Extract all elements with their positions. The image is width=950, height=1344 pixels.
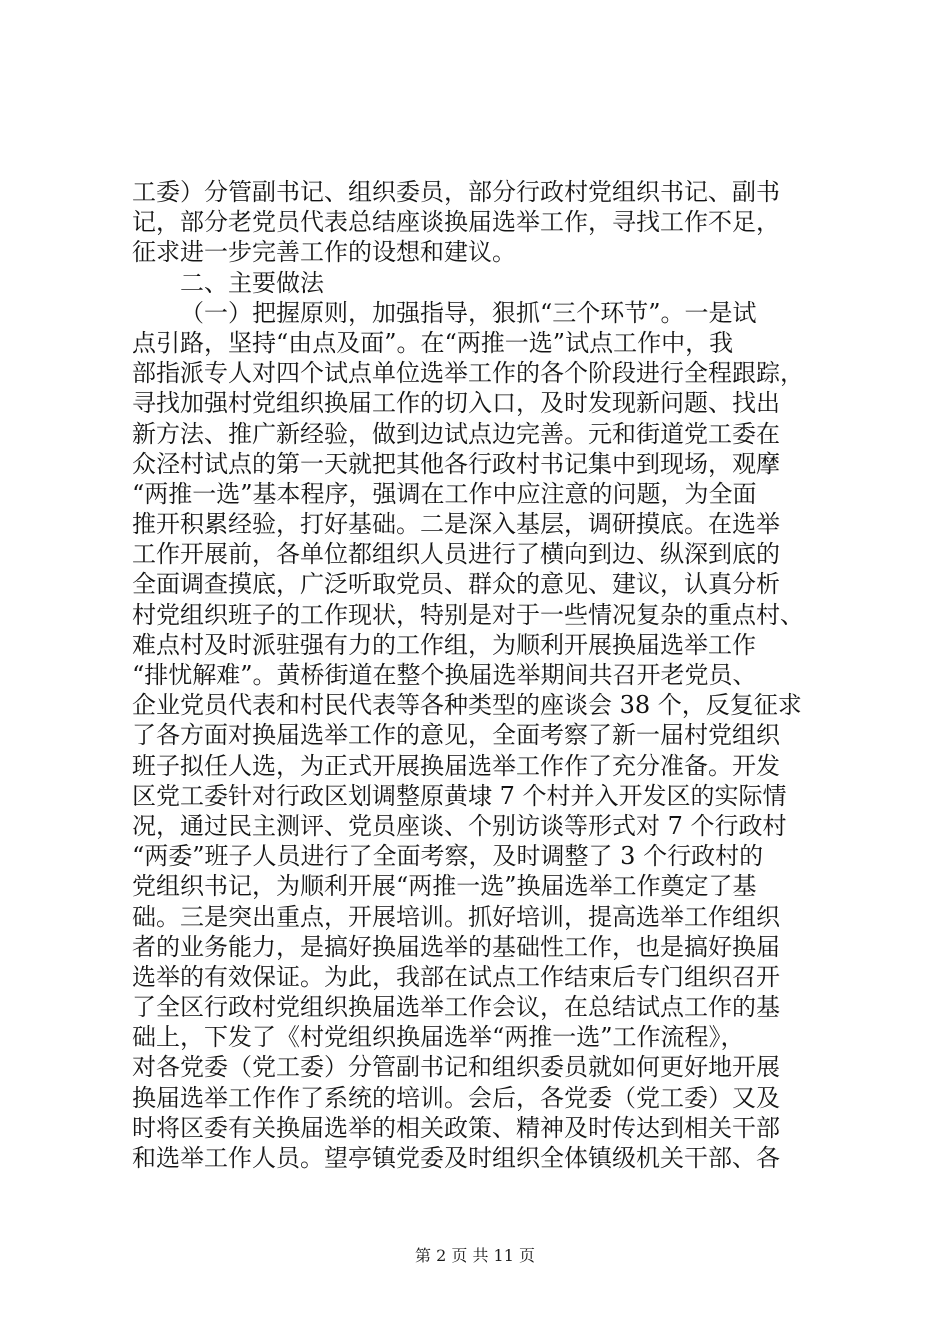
text-line: 班子拟任人选，为正式开展换届选举工作作了充分准备。开发 — [132, 751, 780, 780]
text-line: 全面调查摸底，广泛听取党员、群众的意见、建议，认真分析 — [132, 570, 780, 599]
text-line: 换届选举工作作了系统的培训。会后，各党委（党工委）又及 — [132, 1083, 780, 1112]
text-line: 对各党委（党工委）分管副书记和组织委员就如何更好地开展 — [132, 1053, 780, 1082]
text-line: 选举的有效保证。为此，我部在试点工作结束后专门组织召开 — [132, 962, 780, 991]
text-line: 时将区委有关换届选举的相关政策、精神及时传达到相关干部 — [132, 1113, 780, 1142]
text-line: 和选举工作人员。望亭镇党委及时组织全体镇级机关干部、各 — [132, 1144, 780, 1172]
text-line: 况，通过民主测评、党员座谈、个别访谈等形式对 7 个行政村 — [132, 811, 787, 840]
text-line: 工委）分管副书记、组织委员，部分行政村党组织书记、副书 — [132, 178, 780, 206]
text-line: 新方法、推广新经验，做到边试点边完善。元和街道党工委在 — [132, 419, 780, 448]
text-line: 础上，下发了《村党组织换届选举“两推一选”工作流程》， — [132, 1023, 745, 1052]
body-text — [132, 177, 832, 1173]
text-line: 征求进一步完善工作的设想和建议。 — [132, 238, 516, 267]
text-line: 难点村及时派驻强有力的工作组，为顺利开展换届选举工作 — [132, 630, 756, 659]
text-line: 党组织书记，为顺利开展“两推一选”换届选举工作奠定了基 — [132, 872, 757, 901]
text-line: “排忧解难”。黄桥街道在整个换届选举期间共召开老党员、 — [132, 661, 757, 689]
text-line: 了各方面对换届选举工作的意见，全面考察了新一届村党组织 — [132, 721, 780, 750]
text-line: 记，部分老党员代表总结座谈换届选举工作，寻找工作不足， — [132, 208, 780, 237]
text-line: 础。三是突出重点，开展培训。抓好培训，提高选举工作组织 — [132, 902, 780, 931]
text-line: 众泾村试点的第一天就把其他各行政村书记集中到现场，观摩 — [132, 449, 780, 478]
text-line: “两推一选”基本程序，强调在工作中应注意的问题，为全面 — [132, 479, 757, 508]
text-line: 者的业务能力，是搞好换届选举的基础性工作，也是搞好换届 — [132, 932, 780, 961]
section-heading: 二、主要做法 — [180, 268, 324, 297]
text-line: 寻找加强村党组织换届工作的切入口，及时发现新问题、找出 — [132, 389, 780, 418]
page-number-footer: 第 2 页 共 11 页 — [415, 1246, 535, 1265]
text-line: 工作开展前，各单位都组织人员进行了横向到边、纵深到底的 — [132, 540, 780, 569]
text-line: 区党工委针对行政区划调整原黄埭 7 个村并入开发区的实际情 — [132, 781, 787, 810]
text-line: 村党组织班子的工作现状，特别是对于一些情况复杂的重点村、 — [132, 600, 804, 629]
text-line: 企业党员代表和村民代表等各种类型的座谈会 38 个，反复征求 — [132, 691, 802, 720]
text-line: 点引路，坚持“由点及面”。在“两推一选”试点工作中，我 — [132, 328, 734, 357]
text-line: 了全区行政村党组织换届选举工作会议，在总结试点工作的基 — [132, 993, 780, 1022]
text-line: （一）把握原则，加强指导，狠抓“三个环节”。一是试 — [180, 298, 757, 327]
text-line: 推开积累经验，打好基础。二是深入基层，调研摸底。在选举 — [132, 510, 780, 539]
text-line: 部指派专人对四个试点单位选举工作的各个阶段进行全程跟踪， — [132, 359, 804, 388]
text-line: “两委”班子人员进行了全面考察，及时调整了 3 个行政村的 — [132, 842, 764, 871]
